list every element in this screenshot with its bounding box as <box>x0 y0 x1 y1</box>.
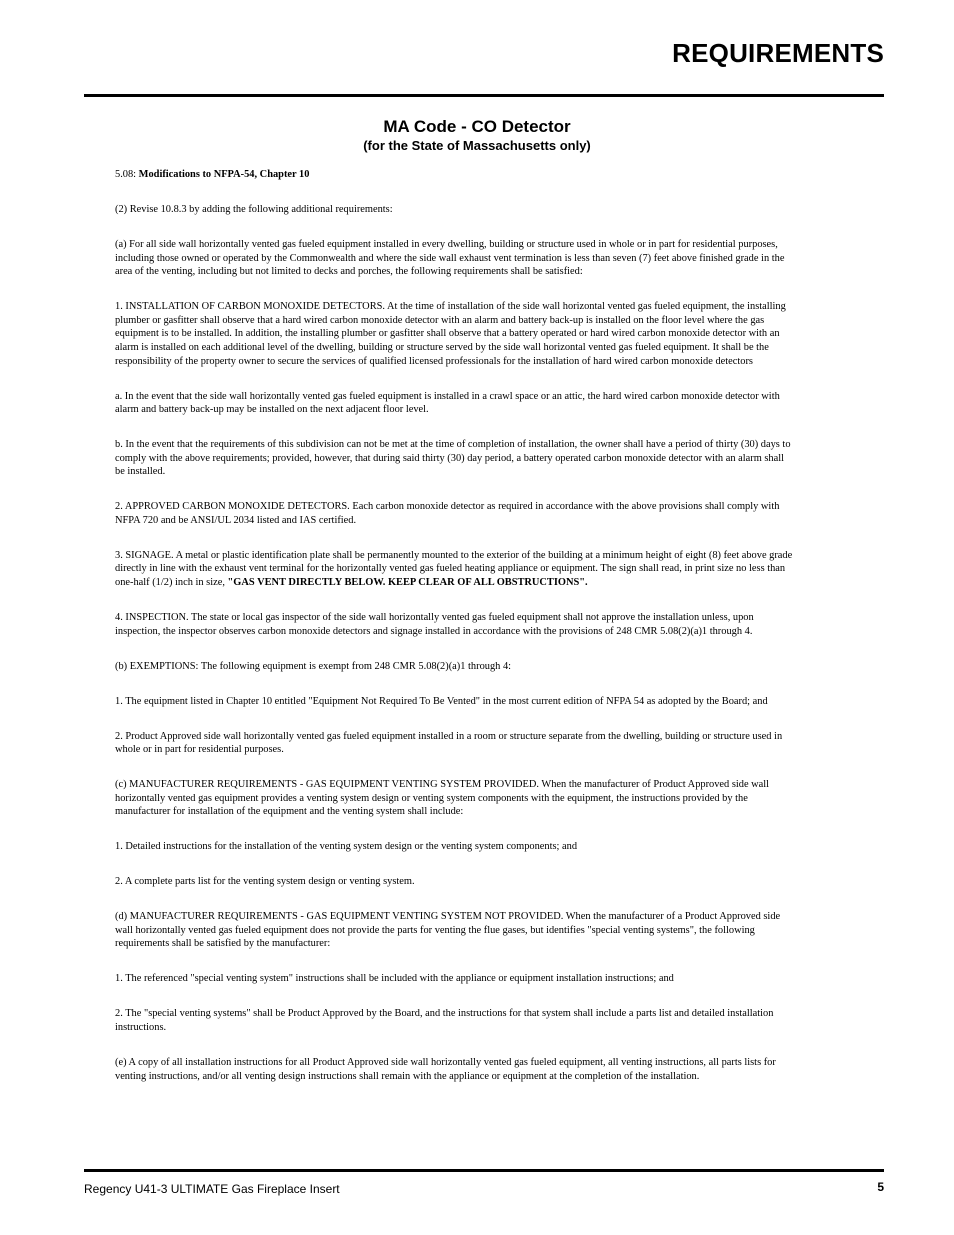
paragraph: 2. The "special venting systems" shall be Product Approved by the Board, and the instructions for that system shall include a parts list and detailed installation instructions. <box>115 1008 774 1034</box>
page-number: 5 <box>877 1180 884 1194</box>
paragraph: 1. The equipment listed in Chapter 10 entitled "Equipment Not Required To Be Vented" in the most current edition of NFPA 54 as adopted by the Board; and <box>115 695 768 707</box>
paragraph: 2. APPROVED CARBON MONOXIDE DETECTORS. Each carbon monoxide detector as required in accordance with the above provisions shall comply with NFPA 720 and be ANSI/UL 2034 listed and IAS certified. <box>115 501 780 526</box>
paragraph: (d) MANUFACTURER REQUIREMENTS - GAS EQUIPMENT VENTING SYSTEM NOT PROVIDED. When the manufacturer of a Product Approved side wall horizontally vented gas fueled equipment does not provide the parts for venting the flue gases, but identifies "special venting systems", the following requirements shall be satisfied by the manufacturer: <box>115 911 781 950</box>
section-subtitle: (for the State of Massachusetts only) <box>363 138 591 153</box>
sign-text: "GAS VENT DIRECTLY BELOW. KEEP CLEAR OF ALL OBSTRUCTIONS". <box>227 577 588 589</box>
paragraph: 4. INSPECTION. The state or local gas inspector of the side wall horizontally vented gas fueled equipment shall not approve the installation unless, upon inspection, the inspector observes carbon monoxide detectors and signage installed in accordance with the provisions of 248 CMR 5.08(2)(a)1 through 4. <box>115 612 754 637</box>
section-heading: Modifications to NFPA-54, Chapter 10 <box>138 169 310 180</box>
section-title: MA Code - CO Detector <box>383 117 571 136</box>
paragraph: (a) For all side wall horizontally vented gas fueled equipment installed in every dwelling, building or structure used in whole or in part for residential purposes, including those owned or operated by the Commonwealth and where the side wall exhaust vent termination is less than seven (7) feet above finished grade in the area of the venting, including but not limited to decks and porches, the following requirements shall be satisfied: <box>115 238 785 278</box>
paragraph: (b) EXEMPTIONS: The following equipment is exempt from 248 CMR 5.08(2)(a)1 through 4: <box>115 660 512 672</box>
body-text <box>115 168 795 1105</box>
page-header-title: REQUIREMENTS <box>672 38 884 68</box>
paragraph: 1. Detailed instructions for the installation of the venting system design or the venting system components; and <box>115 841 578 853</box>
paragraph: (2) Revise 10.8.3 by adding the following additional requirements: <box>115 203 393 215</box>
footer-product-name: Regency U41-3 ULTIMATE Gas Fireplace Insert <box>84 1182 340 1196</box>
paragraph: 2. A complete parts list for the venting system design or venting system. <box>115 876 415 888</box>
paragraph: 1. INSTALLATION OF CARBON MONOXIDE DETECTORS. At the time of installation of the side wall horizontal vented gas fueled equipment, the installing plumber or gasfitter shall observe that a hard wired carbon monoxide detector with an alarm and battery back-up is installed on the floor level where the gas equipment is to be installed. In addition, the installing plumber or gasfitter shall observe that a battery operated or hard wired carbon monoxide detector with an alarm is installed on each additional level of the dwelling, building or structure served by the side wall horizontal vented gas fueled equipment. It shall be the responsibility of the property owner to secure the services of qualified licensed professionals for the installation of hard wired carbon monoxide detectors <box>115 301 786 367</box>
paragraph-text: 3. SIGNAGE. A metal or plastic identification plate shall be permanently mounted to the exterior of the building at a minimum height of eight (8) feet above grade directly in line with the exhaust vent terminal for the horizontally vented gas fueled heating appliance or equipment. The sign shall read, in print size no less than one-half (1/2) inch in size, <box>115 549 793 589</box>
paragraph <box>115 549 795 590</box>
paragraph: 2. Product Approved side wall horizontally vented gas fueled equipment installed in a room or structure separate from the dwelling, building or structure used in whole or in part for residential purposes. <box>115 730 783 756</box>
paragraph: a. In the event that the side wall horizontally vented gas fueled equipment is installed in a crawl space or an attic, the hard wired carbon monoxide detector with alarm and battery back-up may be installed on the next adjacent floor level. <box>115 390 780 416</box>
section-number: 5.08: <box>115 169 139 180</box>
paragraph <box>115 168 795 182</box>
paragraph: (e) A copy of all installation instructions for all Product Approved side wall horizontally vented gas fueled equipment, all venting instructions, all parts lists for venting instructions, and/or all venting design instructions shall remain with the appliance or equipment at the completion of the installation. <box>115 1057 776 1082</box>
paragraph: b. In the event that the requirements of this subdivision can not be met at the time of completion of installation, the owner shall have a period of thirty (30) days to comply with the above requirements; provided, however, that during said thirty (30) day period, a battery operated carbon monoxide detector with an alarm shall be installed. <box>115 439 791 478</box>
paragraph: (c) MANUFACTURER REQUIREMENTS - GAS EQUIPMENT VENTING SYSTEM PROVIDED. When the manufacturer of Product Approved side wall horizontally vented gas equipment provides a venting system design or venting system components with the equipment, the instructions provided by the manufacturer for installation of the equipment and the venting system shall include: <box>115 779 770 818</box>
header-divider <box>84 94 884 97</box>
footer-divider <box>84 1169 884 1172</box>
paragraph: 1. The referenced "special venting system" instructions shall be included with the appliance or equipment installation instructions; and <box>115 973 674 985</box>
